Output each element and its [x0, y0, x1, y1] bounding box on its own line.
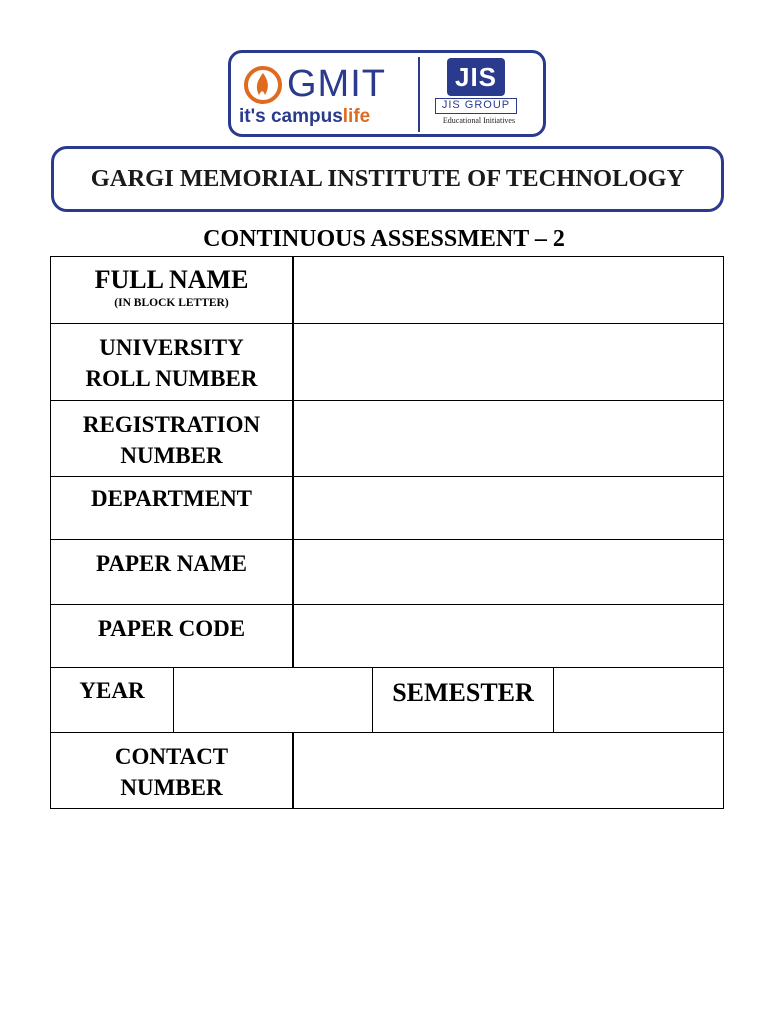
paper-name-row — [51, 540, 723, 605]
student-details-form — [50, 256, 724, 809]
institute-banner — [51, 146, 724, 212]
logo-divider — [418, 57, 420, 132]
paper-code-field[interactable] — [294, 605, 723, 667]
registration-row — [51, 401, 723, 477]
department-row — [51, 477, 723, 540]
contact-field[interactable] — [294, 733, 723, 808]
roll-label-line1: UNIVERSITY — [99, 335, 244, 360]
jis-subtitle: Educational Initiatives — [442, 116, 516, 125]
contact-label — [51, 733, 294, 808]
year-semester-row — [51, 668, 723, 733]
contact-row — [51, 733, 723, 808]
full-name-label: FULL NAME — [94, 265, 249, 294]
year-label: YEAR — [51, 668, 174, 732]
paper-code-row — [51, 605, 723, 668]
roll-label-line2: ROLL NUMBER — [85, 366, 258, 391]
registration-label — [51, 401, 294, 476]
semester-field[interactable] — [554, 668, 723, 732]
full-name-sublabel: (IN BLOCK LETTER) — [114, 297, 229, 309]
assessment-title: CONTINUOUS ASSESSMENT – 2 — [203, 226, 565, 252]
jis-badge: JIS — [447, 58, 505, 96]
institute-name: GARGI MEMORIAL INSTITUTE OF TECHNOLOGY — [90, 165, 685, 192]
flame-emblem-icon — [243, 65, 283, 105]
department-label: DEPARTMENT — [51, 477, 294, 539]
paper-name-field[interactable] — [294, 540, 723, 604]
contact-label-line2: NUMBER — [120, 775, 223, 800]
gmit-wordmark: GMIT — [287, 63, 386, 105]
full-name-row — [51, 257, 723, 324]
paper-name-label: PAPER NAME — [51, 540, 294, 604]
logo-tagline: it's campuslife — [239, 106, 371, 127]
roll-number-label — [51, 324, 294, 400]
registration-label-line2: NUMBER — [120, 443, 223, 468]
year-field[interactable] — [174, 668, 373, 732]
institution-logo — [228, 50, 546, 137]
jis-group-label: JIS GROUP — [435, 98, 517, 114]
full-name-label-cell — [51, 257, 294, 323]
full-name-field[interactable] — [294, 257, 723, 323]
paper-code-label: PAPER CODE — [51, 605, 294, 667]
roll-number-field[interactable] — [294, 324, 723, 400]
contact-label-line1: CONTACT — [114, 744, 229, 769]
roll-number-row — [51, 324, 723, 401]
registration-label-line1: REGISTRATION — [82, 412, 261, 437]
registration-field[interactable] — [294, 401, 723, 476]
department-field[interactable] — [294, 477, 723, 539]
semester-label: SEMESTER — [373, 668, 554, 732]
